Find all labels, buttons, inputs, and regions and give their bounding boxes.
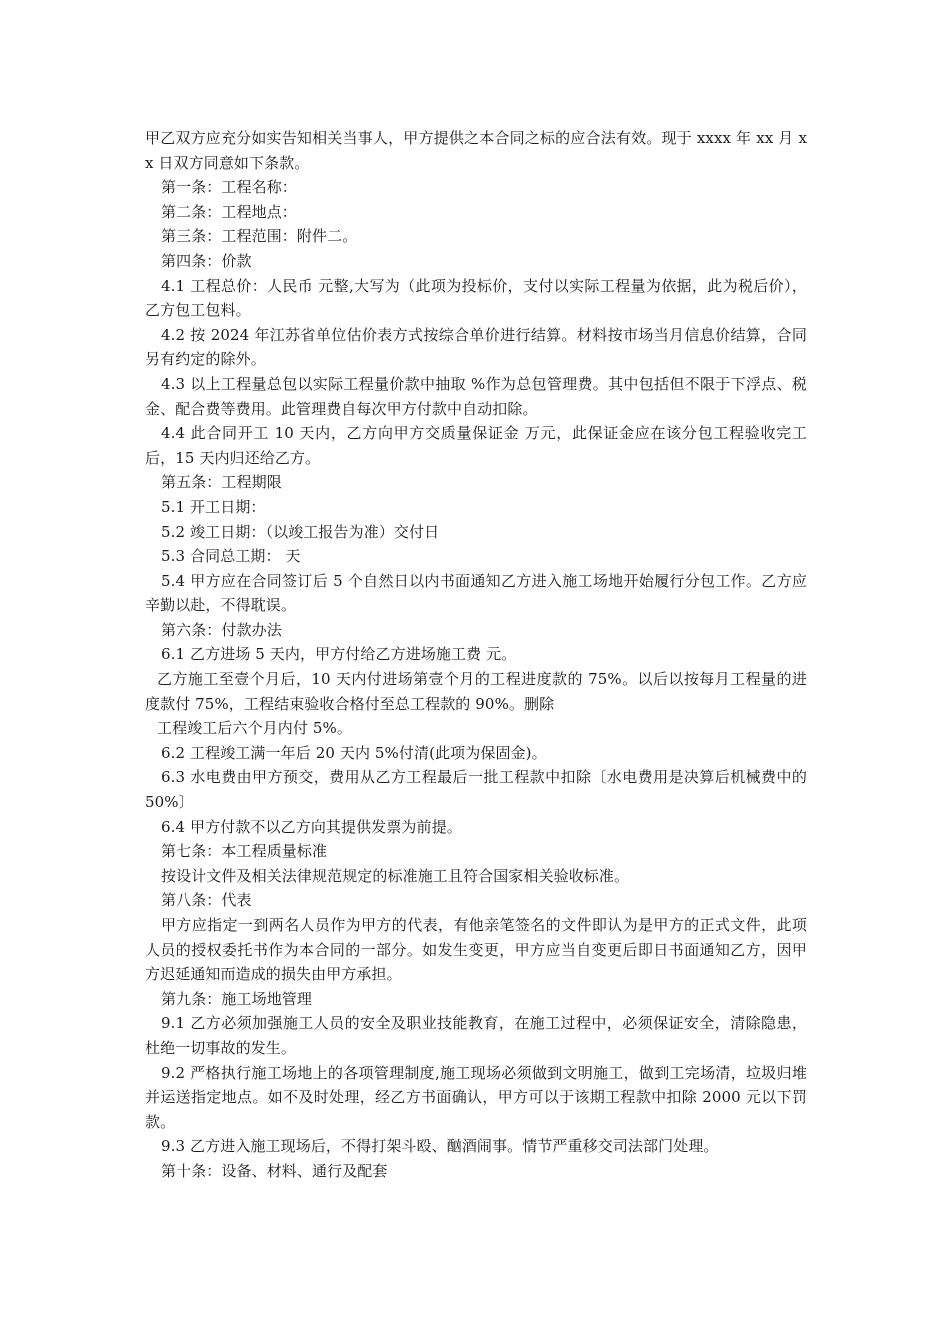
article-9-heading: 第九条：施工场地管理 — [161, 989, 313, 1008]
completion-payment-paragraph: 工程竣工后六个月内付 5%。 — [157, 719, 352, 738]
article-10-heading: 第十条：设备、材料、通行及配套 — [161, 1161, 388, 1180]
clause-6-4: 6.4 甲方付款不以乙方向其提供发票为前提。 — [161, 817, 462, 836]
intro-paragraph: 甲乙双方应充分如实告知相关当事人，甲方提供之本合同之标的应合法有效。现于 xxxx 年 xx 月 xx 日双方同意如下条款。 — [145, 129, 807, 172]
representative-paragraph: 甲方应指定一到两名人员作为甲方的代表，有他亲笔签名的文件即认为是甲方的正式文件，此项人员的授权委托书作为本合同的一部分。如发生变更，甲方应当自变更后即日书面通知乙方，因甲方迟延通知而造成的损失由甲方承担。 — [145, 916, 807, 984]
clause-4-4: 4.4 此合同开工 10 天内，乙方向甲方交质量保证金 万元，此保证金应在该分包工程验收完工后，15 天内归还给乙方。 — [145, 424, 807, 467]
clause-5-4: 5.4 甲方应在合同签订后 5 个自然日以内书面通知乙方进入施工场地开始履行分包工作。乙方应辛勤以赴，不得耽误。 — [145, 571, 807, 615]
clause-6-2: 6.2 工程竣工满一年后 20 天内 5%付清(此项为保固金)。 — [161, 743, 547, 762]
clause-5-2: 5.2 竣工日期：（以竣工报告为准）交付日 — [161, 522, 440, 541]
article-4-heading: 第四条：价款 — [161, 251, 252, 270]
clause-6-3: 6.3 水电费由甲方预交，费用从乙方工程最后一批工程款中扣除〔水电费用是决算后机械费中的 50%〕 — [145, 768, 807, 812]
clause-9-1: 9.1 乙方必须加强施工人员的安全及职业技能教育，在施工过程中，必须保证安全，清除隐患，杜绝一切事故的发生。 — [145, 1014, 807, 1057]
clause-9-2: 9.2 严格执行施工场地上的各项管理制度,施工现场必须做到文明施工，做到工完场清，垃圾归堆并运送指定地点。如不及时处理，经乙方书面确认，甲方可以于该期工程款中扣除 2000 元以下罚款。 — [145, 1063, 807, 1131]
clause-6-1: 6.1 乙方进场 5 天内，甲方付给乙方进场施工费 元。 — [161, 645, 517, 664]
article-6-heading: 第六条：付款办法 — [161, 620, 282, 639]
payment-schedule-paragraph: 乙方施工至壹个月后，10 天内付进场第壹个月的工程进度款的 75%。以后以按每月工程量的进度款付 75%，工程结束验收合格付至总工程款的 90%。删除 — [145, 670, 807, 713]
clause-4-1: 4.1 工程总价：人民币 元整,大写为（此项为投标价，支付以实际工程量为依据，此为税后价），乙方包工包料。 — [145, 276, 807, 320]
article-7-heading: 第七条：本工程质量标准 — [161, 842, 328, 861]
quality-standard-paragraph: 按设计文件及相关法律规范规定的标准施工且符合国家相关验收标准。 — [161, 866, 630, 885]
clause-4-3: 4.3 以上工程量总包以实际工程量价款中抽取 %作为总包管理费。其中包括但不限于下浮点、税金、配合费等费用。此管理费自每次甲方付款中自动扣除。 — [145, 374, 807, 418]
article-1-heading: 第一条：工程名称： — [161, 178, 297, 197]
clause-4-2: 4.2 按 2024 年江苏省单位估价表方式按综合单价进行结算。材料按市场当月信息价结算，合同另有约定的除外。 — [145, 325, 807, 369]
article-5-heading: 第五条：工程期限 — [161, 473, 282, 492]
clause-9-3: 9.3 乙方进入施工现场后，不得打架斗殴、酗酒闹事。情节严重移交司法部门处理。 — [161, 1137, 719, 1156]
contract-body — [145, 126, 807, 1184]
clause-5-1: 5.1 开工日期： — [161, 497, 266, 516]
article-8-heading: 第八条：代表 — [161, 891, 252, 910]
clause-5-3: 5.3 合同总工期： 天 — [161, 547, 301, 566]
article-2-heading: 第二条：工程地点： — [161, 202, 297, 221]
article-3-heading: 第三条：工程范围：附件二。 — [161, 227, 358, 246]
